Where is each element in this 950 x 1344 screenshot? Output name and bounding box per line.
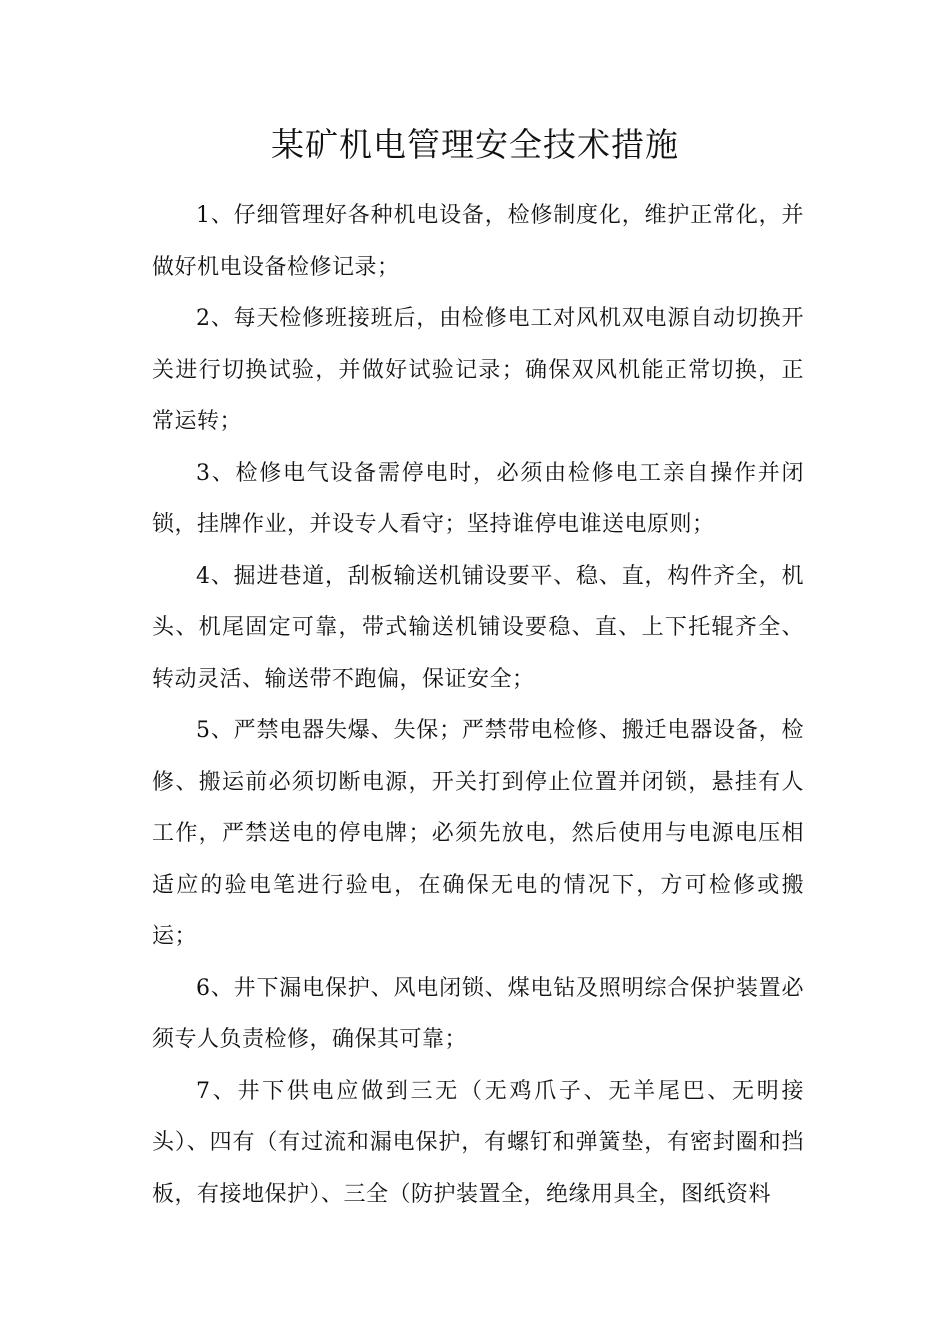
document-body <box>152 190 804 1220</box>
paragraph-3: 3、检修电气设备需停电时，必须由检修电工亲自操作并闭锁，挂牌作业，并设专人看守；坚持谁停电谁送电原则； <box>152 460 804 537</box>
paragraph-4: 4、掘进巷道，刮板输送机铺设要平、稳、直，构件齐全，机头、机尾固定可靠，带式输送机铺设要稳、直、上下托辊齐全、转动灵活、输送带不跑偏，保证安全； <box>152 563 804 692</box>
paragraph-5: 5、严禁电器失爆、失保；严禁带电检修、搬迁电器设备，检修、搬运前必须切断电源，开关打到停止位置并闭锁，悬挂有人工作，严禁送电的停电牌；必须先放电，然后使用与电源电压相适应的验电笔进行验电，在确保无电的情况下，方可检修或搬运； <box>152 718 804 949</box>
paragraph-2: 2、每天检修班接班后，由检修电工对风机双电源自动切换开关进行切换试验，并做好试验记录；确保双风机能正常切换，正常运转； <box>152 306 804 434</box>
paragraph-1: 1、仔细管理好各种机电设备，检修制度化，维护正常化，并做好机电设备检修记录； <box>152 203 804 280</box>
paragraph-7: 7、井下供电应做到三无（无鸡爪子、无羊尾巴、无明接头）、四有（有过流和漏电保护，有螺钉和弹簧垫，有密封圈和挡板，有接地保护）、三全（防护装置全，绝缘用具全，图纸资料 <box>152 1078 804 1207</box>
document-title: 某矿机电管理安全技术措施 <box>271 125 679 164</box>
paragraph-6: 6、井下漏电保护、风电闭锁、煤电钻及照明综合保护装置必须专人负责检修，确保其可靠； <box>152 975 804 1052</box>
